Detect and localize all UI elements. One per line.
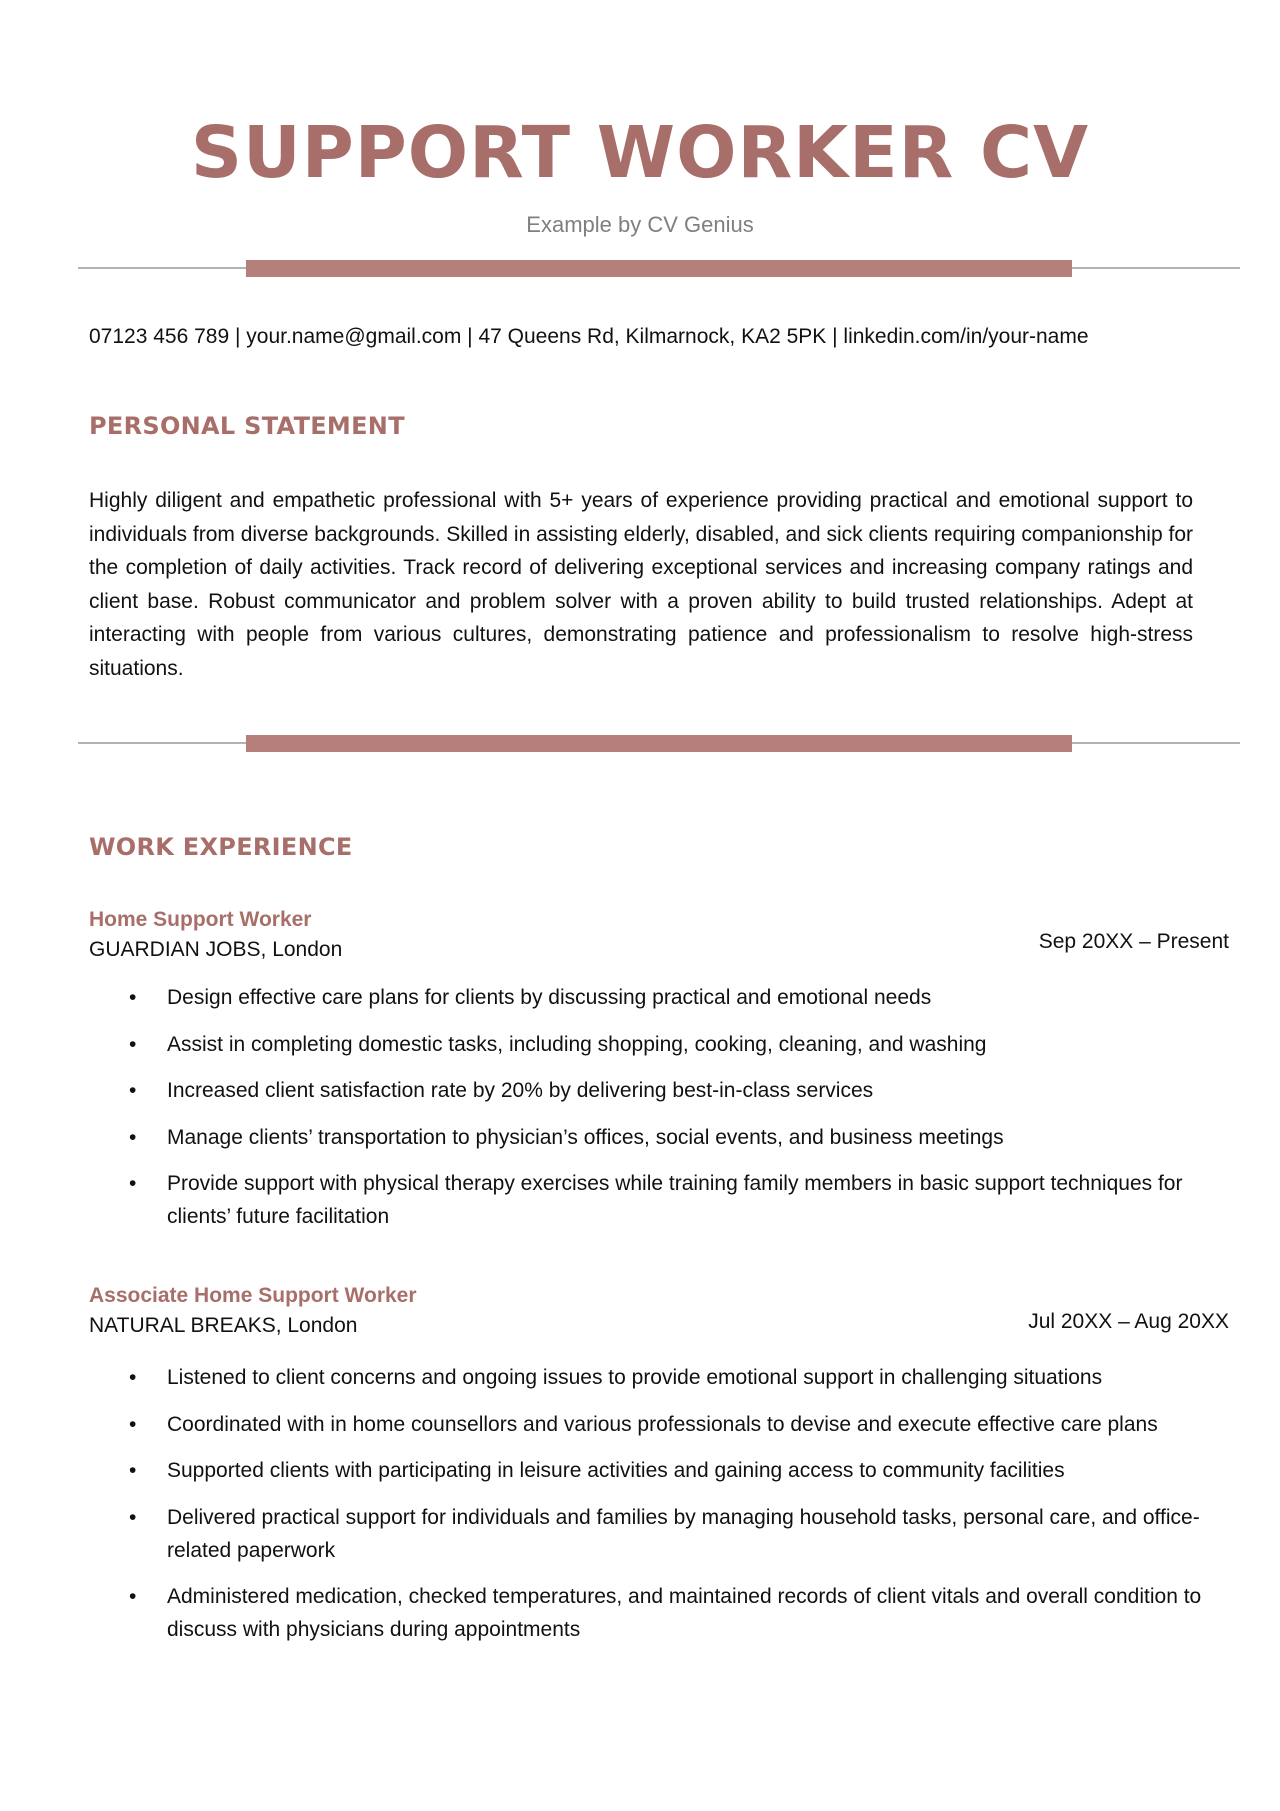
job-bullet-text: Listened to client concerns and ongoing issues to provide emotional support in challenging situations (167, 1366, 1103, 1389)
personal-statement-text: Highly diligent and empathetic professional with 5+ years of experience providing practical and emotional support to individuals from diverse backgrounds. Skilled in assisting elderly, disabled, and sick clients requiring companionship for the completion of daily activities. Track record of delivering exceptional services and increasing company ratings and client base. Robust communicator and problem solver with a proven ability to build trusted relationships. Adept at interacting with people from various cultures, demonstrating patience and professionalism to resolve high-stress situations. (89, 489, 1193, 680)
header-divider (78, 258, 1240, 278)
bullet-icon: • (129, 1505, 137, 1529)
bullet-icon: • (129, 1412, 137, 1436)
job-bullet-text: Delivered practical support for individuals and families by managing household tasks, personal care, and office-related paperwork (167, 1505, 1200, 1562)
job-entry (89, 1281, 1229, 1641)
job-bullet-list (89, 981, 1229, 1247)
section-divider (78, 733, 1240, 753)
bullet-icon: • (129, 986, 137, 1009)
job-bullet-list (89, 1361, 1229, 1660)
job-dates: Sep 20XX – Present (1038, 930, 1229, 953)
bullet-icon: • (129, 1585, 137, 1608)
job-title: Home Support Worker (89, 908, 312, 931)
job-bullet-item (89, 1074, 1229, 1107)
job-bullet-text: Assist in completing domestic tasks, including shopping, cooking, cleaning, and washing (167, 1032, 987, 1056)
job-dates: Jul 20XX – Aug 20XX (1028, 1310, 1229, 1333)
job-bullet-text: Administered medication, checked temperatures, and maintained records of client vitals and overall condition to discuss with physicians during appointments (167, 1585, 1202, 1641)
job-bullet-item (89, 1121, 1229, 1154)
job-bullet-item (89, 1580, 1229, 1646)
work-experience-heading: WORK EXPERIENCE (89, 833, 353, 861)
cv-subtitle: Example by CV Genius (526, 212, 754, 237)
job-bullet-text: Coordinated with in home counsellors and various professionals to devise and execute effective care plans (167, 1412, 1158, 1436)
job-bullet-item (89, 1501, 1229, 1567)
job-bullet-item (89, 1454, 1229, 1487)
bullet-icon: • (129, 1079, 137, 1102)
job-bullet-item (89, 981, 1229, 1014)
bullet-icon: • (129, 1366, 137, 1389)
bullet-icon: • (129, 1032, 137, 1056)
job-employer: GUARDIAN JOBS, London (89, 938, 343, 961)
job-entry (89, 905, 1229, 1228)
job-bullet-item (89, 1028, 1229, 1061)
divider-accent-bar (246, 735, 1072, 752)
job-bullet-text: Increased client satisfaction rate by 20% by delivering best-in-class services (167, 1079, 874, 1102)
job-bullet-item (89, 1361, 1229, 1394)
job-title: Associate Home Support Worker (89, 1284, 417, 1307)
bullet-icon: • (129, 1172, 137, 1195)
contact-line: 07123 456 789 | your.name@gmail.com | 47 Queens Rd, Kilmarnock, KA2 5PK | linkedin.com/in/your-name (89, 325, 1089, 348)
job-bullet-item (89, 1167, 1229, 1233)
personal-statement-heading: PERSONAL STATEMENT (89, 412, 405, 440)
bullet-icon: • (129, 1125, 137, 1149)
job-bullet-text: Manage clients’ transportation to physician’s offices, social events, and business meetings (167, 1125, 1004, 1149)
job-bullet-item (89, 1408, 1229, 1441)
job-bullet-text: Design effective care plans for clients by discussing practical and emotional needs (167, 986, 932, 1009)
job-bullet-text: Supported clients with participating in leisure activities and gaining access to community facilities (167, 1459, 1065, 1482)
job-employer: NATURAL BREAKS, London (89, 1314, 358, 1337)
job-bullet-text: Provide support with physical therapy exercises while training family members in basic support techniques for clients’ future facilitation (167, 1172, 1183, 1228)
bullet-icon: • (129, 1459, 137, 1482)
cv-title: SUPPORT WORKER CV (190, 111, 1090, 194)
divider-accent-bar (246, 260, 1072, 277)
